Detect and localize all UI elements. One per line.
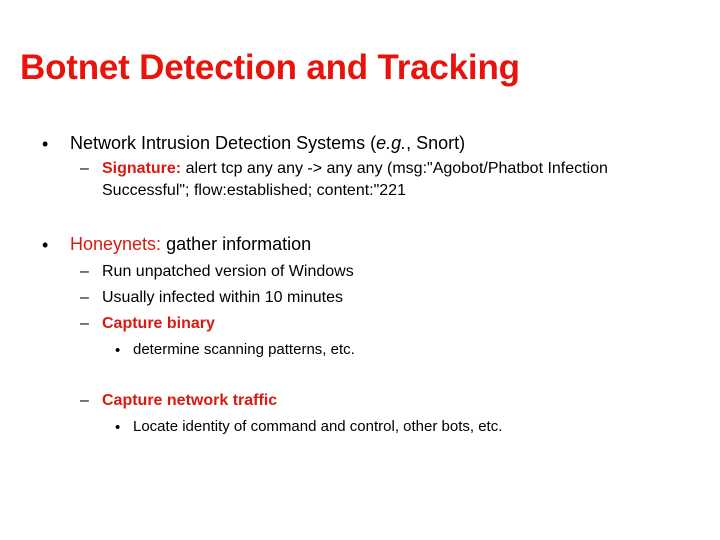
slide-title: Botnet Detection and Tracking	[20, 48, 520, 87]
honeynets-label: Honeynets:	[70, 234, 162, 254]
bullet-marker: •	[42, 235, 49, 255]
sub-locate-identity: Locate identity of command and control, other bots, etc.	[133, 418, 503, 435]
sub-scanning-patterns: determine scanning patterns, etc.	[133, 341, 355, 358]
small-bullet-marker: •	[115, 342, 121, 359]
dash-marker: –	[80, 160, 89, 177]
signature-line-1	[102, 160, 608, 178]
dash-marker: –	[80, 289, 89, 306]
sub-run-unpatched: Run unpatched version of Windows	[102, 263, 354, 280]
bullet-honeynets	[70, 234, 311, 255]
dash-marker: –	[80, 263, 89, 280]
signature-text-1: alert tcp any any -> any any (msg:"Agobot/Phatbot Infection	[181, 160, 608, 177]
sub-capture-binary: Capture binary	[102, 315, 215, 332]
bullet-nids-suffix: , Snort)	[406, 133, 466, 153]
bullet-marker: •	[42, 134, 49, 154]
dash-marker: –	[80, 315, 89, 332]
dash-marker: –	[80, 392, 89, 409]
sub-capture-traffic: Capture network traffic	[102, 392, 278, 409]
bullet-nids	[70, 133, 465, 154]
bullet-nids-italic: e.g.	[376, 133, 407, 153]
signature-label: Signature:	[102, 160, 182, 177]
sub-usually-infected: Usually infected within 10 minutes	[102, 289, 344, 306]
bullet-nids-prefix: Network Intrusion Detection Systems (	[70, 133, 377, 153]
small-bullet-marker: •	[115, 419, 121, 436]
honeynets-text: gather information	[161, 234, 312, 254]
signature-line-2: Successful"; flow:established; content:"221	[102, 182, 406, 199]
